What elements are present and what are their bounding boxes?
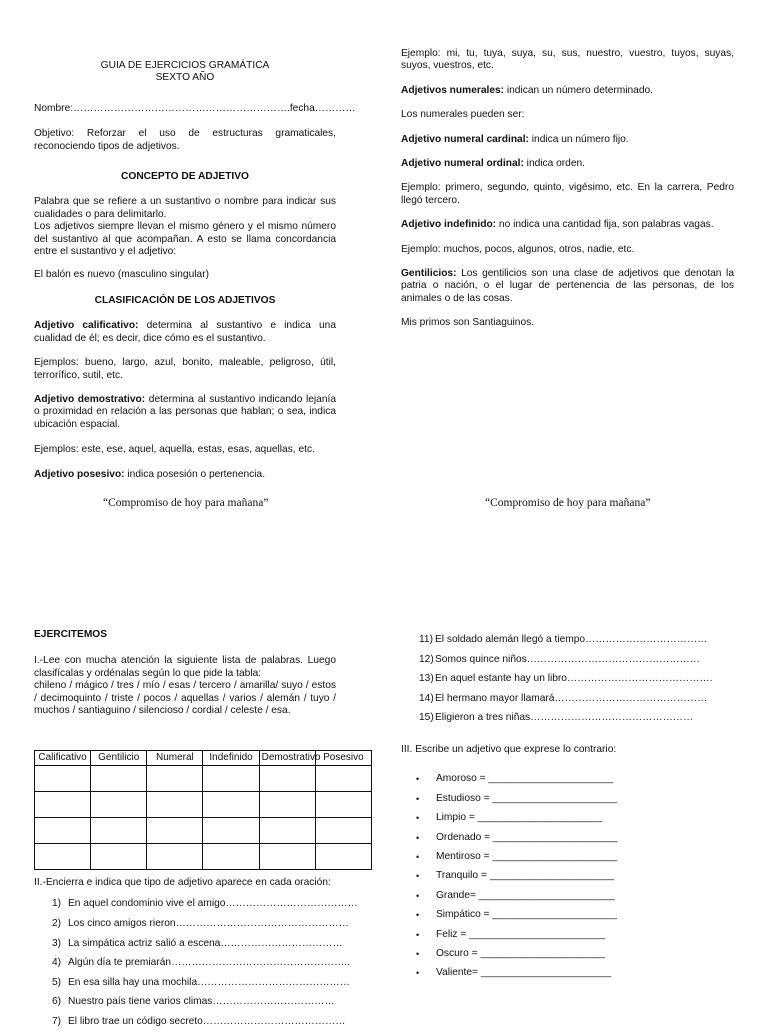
exercises-heading: EJERCITEMOS [34,629,108,640]
bullet-icon: • [416,929,420,940]
list-item [416,773,741,792]
ordinal-definition [401,158,734,170]
table-row [35,766,372,792]
bullet-icon: • [416,871,420,882]
item-number: 6) [52,996,62,1008]
demostrativo-term: Adjetivo demostrativo: [34,393,146,405]
posesivo-text: indica posesión o pertenencia. [124,468,266,480]
item-text: En aquel condominio vive el amigo………………………………… [68,898,358,910]
bullet-icon: • [416,793,420,804]
gentilicios-term: Gentilicios: [401,268,457,280]
calificativo-definition [34,320,336,345]
demostrativo-text: determina al sustantivo indicando lejanía o proximidad en relación a las personas que hablan; o sea, indica ubicación espacial. [34,393,336,430]
doc-title: GUIA DE EJERCICIOS GRAMÁTICA [100,60,270,71]
list-item [401,693,741,713]
posesivo-term: Adjetivo posesivo: [34,468,125,480]
list-item [416,793,741,812]
list-item [416,832,741,851]
exercise-2-intro: II.-Encierra e indica que tipo de adjetivo aparece en cada oración: [34,877,331,888]
gentilicios-text: Los gentilicios son una clase de adjetivos que denotan la patria o nación, o el lugar de pertenencia de las personas, de los animales o de las cosas. [401,268,734,304]
item-text: En aquel estante hay un libro……………………………………. [435,673,713,685]
table-header: Gentilicio [91,751,147,766]
indefinido-text: no indica una cantidad fija, son palabras vagas. [496,219,714,231]
page-4 [401,634,741,987]
item-number: 5) [52,976,62,988]
item-text: Limpio = ______________________ [436,812,603,824]
sentence-list-continued [401,634,741,732]
posesivo-examples: Ejemplo: mi, tu, tuya, suya, su, sus, nuestro, vuestro, tuyos, suyas, suyos, vuestros, etc. [401,48,734,72]
concept-paragraph-1: Palabra que se refiere a un sustantivo o nombre para indicar sus cualidades o para delimitarlo. [34,196,336,220]
item-number: 1) [52,898,62,910]
table-header: Numeral [147,751,203,766]
table-row [35,844,372,870]
item-text: Algún día te premiarán…………………………………………….. [68,957,350,969]
calificativo-examples: Ejemplos: bueno, largo, azul, bonito, maleable, peligroso, útil, terrorífico, sutil, etc. [34,357,336,381]
item-text: Nuestro país tiene varios climas……………………………… [68,996,335,1008]
cardinal-definition [401,134,734,146]
item-text: El soldado alemán llegó a tiempo……………………………… [435,634,708,645]
list-item [34,898,374,918]
table-header: Calificativo [35,751,91,766]
list-item [34,938,374,958]
item-number: 3) [52,937,62,949]
item-text: Mentiroso = ______________________ [436,850,617,862]
bullet-icon: • [416,948,420,959]
ordinal-term: Adjetivo numeral ordinal: [401,158,524,170]
list-item [401,673,741,693]
item-text: Estudioso = ______________________ [436,792,617,804]
table-header: Indefinido [203,751,259,766]
list-item [416,870,741,889]
numerales-term: Adjetivos numerales: [401,84,505,96]
item-text: Eligieron a tres niñas………………………………………… [435,712,694,724]
item-text: Somos quince niños…………………………………………… [435,653,700,665]
item-number: 15) [419,712,434,724]
list-item [416,948,741,967]
list-item [34,957,374,977]
item-number: 7) [52,1015,62,1027]
bullet-icon: • [416,774,420,785]
concept-heading: CONCEPTO DE ADJETIVO [121,171,249,183]
page-2 [401,48,734,330]
item-text: Grande= ________________________ [436,889,615,901]
page-1 [34,60,356,481]
demostrativo-definition [34,394,336,431]
indefinido-term: Adjetivo indefinido: [401,219,497,231]
doc-subtitle: SEXTO AÑO [155,72,215,84]
gentilicios-example: Mis primos son Santiaguinos. [401,317,535,329]
list-item [416,909,741,928]
table-row [35,792,372,818]
name-date-line: Nombre:……………………………………………………….fecha………… [34,102,356,114]
bullet-icon: • [416,832,420,843]
page-3 [34,629,336,717]
numerales-text: indican un número determinado. [504,84,653,96]
classification-heading: CLASIFICACIÓN DE LOS ADJETIVOS [94,294,276,306]
indefinido-examples: Ejemplo: muchos, pocos, algunos, otros, nadie, etc. [401,243,635,255]
opposites-list [401,773,741,986]
list-item [34,996,374,1016]
bullet-icon: • [416,813,420,824]
bullet-icon: • [416,851,420,862]
motto-left: “Compromiso de hoy para mañana” [103,497,269,509]
item-text: Oscuro = ______________________ [436,947,606,959]
indefinido-definition [401,219,734,231]
item-text: Tranquilo = ______________________ [436,870,615,882]
list-item [34,918,374,938]
item-text: Los cinco amigos rieron…………………………………………… [68,918,349,929]
ordinal-text: indica orden. [523,158,586,170]
demostrativo-examples: Ejemplos: este, ese, aquel, aquella, estas, esas, aquellas, etc. [34,444,315,456]
bullet-icon: • [416,968,420,979]
item-text: Simpático = ______________________ [436,909,617,921]
list-item [34,977,374,997]
item-text: Amoroso = ______________________ [436,773,614,785]
table-row [35,818,372,844]
calificativo-text: determina al sustantivo e indica una cualidad de él; es decir, dice cómo es el sustantivo. [34,320,336,344]
numerales-definition [401,85,734,97]
item-text: Feliz = ________________________ [436,928,606,940]
classification-table [34,750,372,870]
item-number: 12) [419,653,434,665]
list-item [416,812,741,831]
list-item [416,851,741,870]
item-number: 14) [419,692,434,704]
exercise-1-words: chileno / mágico / tres / mío / esas / tercero / amarilla/ suyo / estos / decimoquinto / triste / pocos / aquellas / varios / alemán / tuyo / muchos / santiaguino / silencioso / cordial / celeste / esa. [34,680,336,717]
table-header: Posesivo [315,751,371,766]
table-header: Demostrativo [259,751,315,766]
concept-paragraph-2: Los adjetivos siempre llevan el mismo género y el mismo número del sustantivo al que acompañan. A esto se llama concordancia entre el sustantivo y el adjetivo: [34,221,336,258]
objective: Objetivo: Reforzar el uso de estructuras gramaticales, reconociendo tipos de adjetivos. [34,128,336,152]
list-item [401,712,741,732]
exercise-1-intro: I.-Lee con mucha atención la siguiente lista de palabras. Luego clasifícalas y ordénalas según lo que pide la tabla: [34,655,336,679]
sentence-list [34,898,374,1035]
exercise-3-intro: III. Escribe un adjetivo que exprese lo contrario: [401,743,617,755]
item-text: El libro trae un código secreto…………………………………… [68,1015,346,1027]
motto-right: “Compromiso de hoy para mañana” [485,497,651,509]
numerales-intro: Los numerales pueden ser: [401,109,525,121]
item-text: Ordenado = ______________________ [436,831,618,843]
list-item [401,654,741,674]
list-item [416,929,741,948]
gentilicios-definition [401,268,734,305]
exercise-2 [34,877,374,1036]
list-item [401,634,741,654]
posesivo-definition [34,469,336,481]
bullet-icon: • [416,890,420,901]
item-number: 11) [419,634,433,645]
calificativo-term: Adjetivo calificativo: [34,320,139,332]
item-text: El hermano mayor llamará……………………………………… [435,692,708,704]
bullet-icon: • [416,910,420,921]
item-number: 4) [52,957,62,969]
item-number: 13) [419,673,434,685]
item-text: La simpática actriz salió a escena……………………………… [68,937,343,949]
item-text: En esa silla hay una mochila……………………………………… [68,976,350,988]
ordinal-examples: Ejemplo: primero, segundo, quinto, vigésimo, etc. En la carrera, Pedro llegó tercero. [401,182,734,206]
list-item [416,967,741,986]
item-number: 2) [52,918,62,929]
list-item [34,1016,374,1036]
cardinal-term: Adjetivo numeral cardinal: [401,133,529,145]
cardinal-text: indica un número fijo. [528,133,629,145]
concept-example: El balón es nuevo (masculino singular) [34,269,209,281]
list-item [416,890,741,909]
item-text: Valiente= _______________________ [436,967,612,979]
